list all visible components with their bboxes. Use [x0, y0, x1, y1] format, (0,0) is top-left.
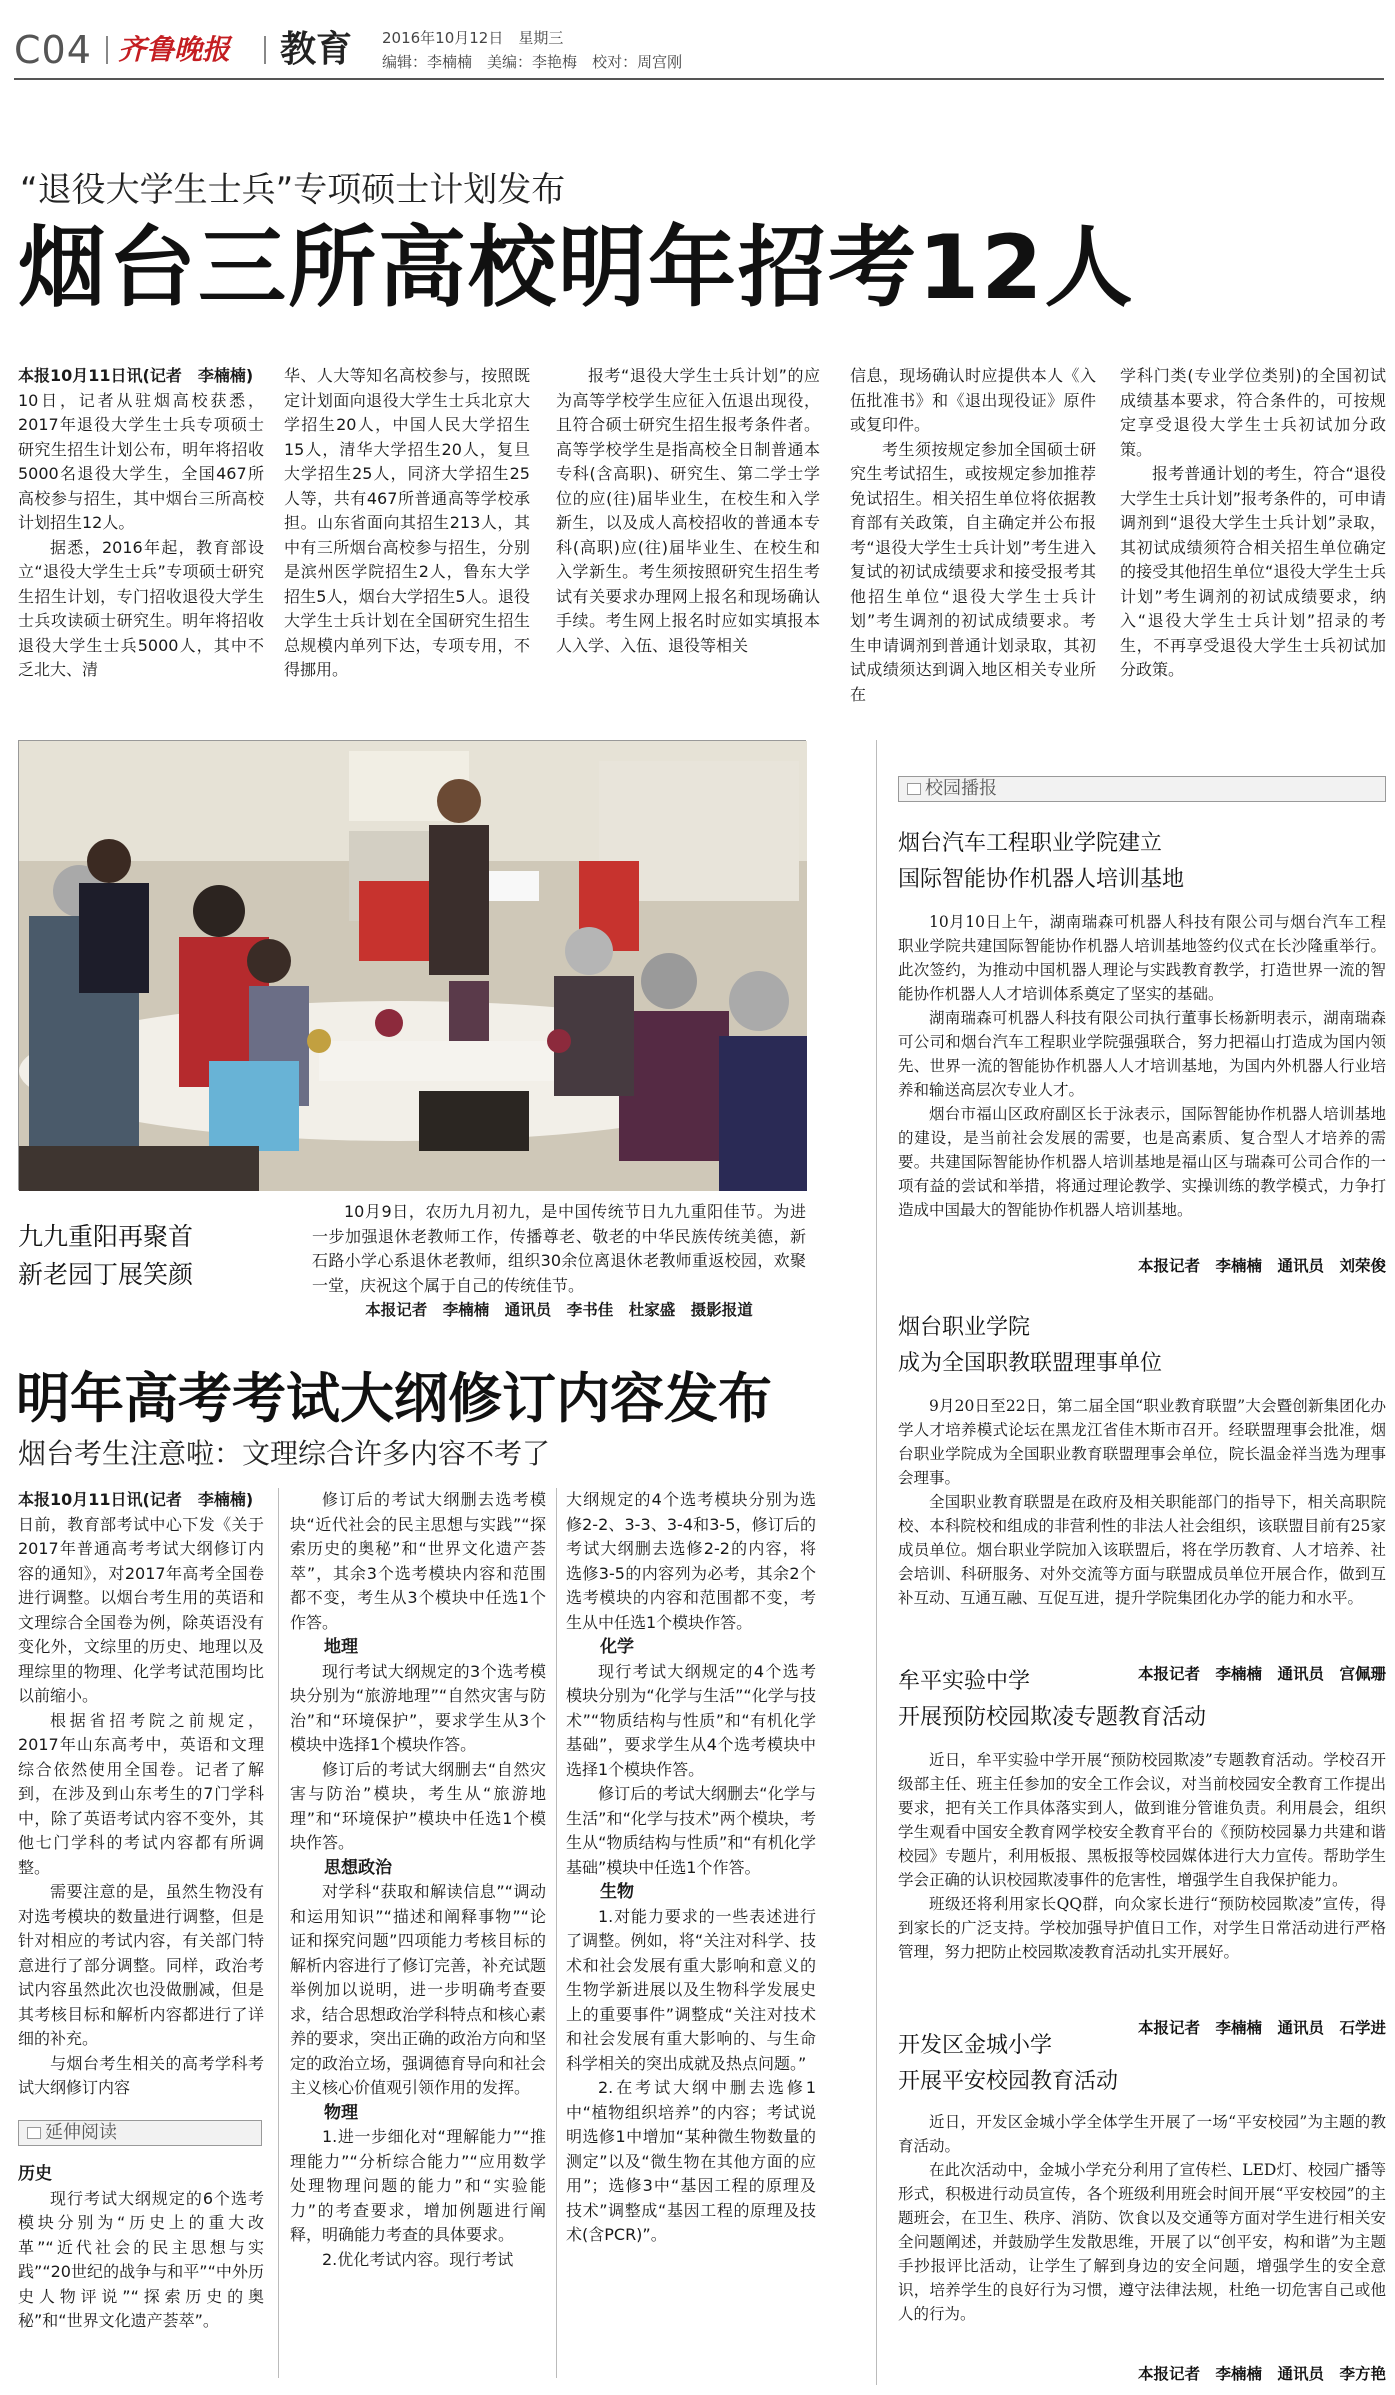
campus-item-body: 10月10日上午，湖南瑞森可机器人科技有限公司与烟台汽车工程职业学院共建国际智能协作机器人培训基地签约仪式在长沙隆重举行。此次签约，为推动中国机器人理论与实践教育教学，打造世界一流的智能协作机器人人才培训体系奠定了坚实的基础。 湖南瑞森可机器人科技有限公司执行董事长杨新明表示，湖南瑞森可公司和烟台汽车工程职业学院强强联合，努力把福山打造成为国内领先、世界一流的智能协作机器人人才培训基地，为国内外机器人行业培养和输送高层次专业人才。 烟台市福山区政府副区长于泳表示，国际智能协作机器人培训基地的建设，是当前社会发展的需要，也是高素质、复合型人才培养的需要。共建国际智能协作机器人培训基地是福山区与瑞森可公司合作的一项有益的尝试和举措，将通过理论教学、实操训练的教学模式，力争打造成中国最大的智能协作机器人培训基地。 [898, 913, 1386, 1219]
campus-item-title: 牟平实验中学 [898, 1669, 1031, 1694]
lead-column-1: 本报10月11日讯(记者 李楠楠) 10日，记者从驻烟高校获悉，2017年退役大学生士兵专项硕士研究生招生计划公布，明年将招收5000名退役大学生，全国467所高校参与招生，其中烟台三所高校计划招生12人。 据悉，2016年起，教育部设立“退役大学生士兵”专项硕士研究生招生计划，专门招收退役大学生士兵攻读硕士研究生。明年将招收退役大学生士兵5000人，其中不乏北大、清 [18, 366, 270, 679]
date-text: 2016年10月12日 [382, 29, 504, 47]
campus-item-byline: 本报记者 李楠楠 通讯员 刘荣俊 [1137, 1257, 1386, 1275]
campus-item-subtitle: 开展平安校园教育活动 [898, 2069, 1119, 2094]
campus-label-text: 校园播报 [925, 778, 997, 799]
campus-item-subtitle: 成为全国职教联盟理事单位 [898, 1351, 1163, 1376]
photo-caption-title [18, 1218, 318, 1294]
event-photo [18, 740, 806, 1190]
extended-reading-text: 延伸阅读 [45, 2122, 117, 2143]
gaokao-column-1: 本报10月11日讯(记者 李楠楠) 日前，教育部考试中心下发《关于2017年普通高考考试大纲修订内容的通知》，对2017年高考全国卷进行调整。以烟台考生用的英语和文理综合全国卷为例，除英语没有变化外，文综里的历史、地理以及理综里的物理、化学考试范围均比以前缩小。 根据省招考院之前规定，2017年山东高考中，英语和文理综合依然使用全国卷。记者了解到，在涉及到山东考生的7门学科中，除了英语考试内容不变外，其他七门学科的考试内容都有所调整。 需要注意的是，虽然生物没有对选考模块的数量进行调整，但是针对相应的考试内容，有关部门特意进行了部分调整。同样，政治考试内容虽然此次也没做删减，但是其考核目标和解析内容都进行了详细的补充。 与烟台考生相关的高考学科考试大纲修订内容 [18, 1490, 270, 2097]
paper-logo: 齐鲁晚报 [118, 33, 231, 66]
campus-item-title: 烟台职业学院 [898, 1315, 1031, 1340]
photo-caption-text [312, 1200, 806, 1326]
campus-label [898, 776, 1386, 802]
right-column-divider [876, 740, 877, 2385]
photo-caption-body: 10月9日，农历九月初九，是中国传统节日九九重阳佳节。为进一步加强退休老教师工作，传播尊老、敬老的中华民族传统美德，新石路小学心系退休老教师，组织30余位离退休老教师重返校园，欢聚一堂，庆祝这个属于自己的传统佳节。 [312, 1202, 806, 1295]
masthead-divider [264, 36, 266, 64]
lead-column-2: 华、人大等知名高校参与，按照既定计划面向退役大学生士兵北京大学招生20人，中国人民大学招生15人，清华大学招生20人，复旦大学招生25人，同济大学招生25人等，共有467所普通高等学校承担。山东省面向其招生213人，其中有三所烟台高校参与招生，分别是滨州医学院招生2人，鲁东大学招生5人，烟台大学招生5人。退役大学生士兵计划在全国研究生招生总规模内单列下达，专项专用，不得挪用。 [284, 366, 530, 679]
photo-image [19, 741, 807, 1191]
masthead-rule [14, 78, 1384, 80]
photo-caption-line-1: 九九重阳再聚首 [18, 1222, 194, 1251]
gaokao-subhead: 烟台考生注意啦：文理综合许多内容不考了 [18, 1437, 551, 1470]
campus-item-4 [898, 2028, 1386, 2384]
page-code: C04 [14, 28, 92, 72]
campus-item-subtitle: 开展预防校园欺凌专题教育活动 [898, 1705, 1207, 1730]
extended-reading-label [18, 2120, 262, 2146]
sidebar-text: 现行考试大纲规定的6个选考模块分别为“历史上的重大改革”“近代社会的民主思想与实践”“20世纪的战争与和平”“中外历史人物评说”“探索历史的奥秘”和“世界文化遗产荟萃”。 [18, 2188, 264, 2330]
photo-caption-line-2: 新老园丁展笑颜 [18, 1260, 194, 1289]
masthead-divider [106, 36, 108, 64]
lead-column-3: 报考“退役大学生士兵计划”的应为高等学校学生应征入伍退出现役，且符合硕士研究生招生报考条件者。高等学校学生是指高校全日制普通本专科(含高职)、研究生、第二学士学位的应(往)届毕业生，在校生和入学新生，以及成人高校招收的普通本专科(高职)应(往)届毕业生、在校生和入学新生。考生须按照研究生招生考试有关要求办理网上报名和现场确认手续。考生网上报名时应如实填报本人入学、入伍、退役等相关 [556, 366, 820, 655]
campus-item-byline: 本报记者 李楠楠 通讯员 宫佩珊 [1137, 1665, 1386, 1683]
campus-item-3 [898, 1664, 1386, 2038]
campus-item-body: 9月20日至22日，第二届全国“职业教育联盟”大会暨创新集团化办学人才培养模式论坛在黑龙江省佳木斯市召开。经联盟理事会批准，烟台职业学院成为全国职业教育联盟理事会单位，院长温金祥当选为理事会理事。 全国职业教育联盟是在政府及相关职能部门的指导下，相关高职院校、本科院校和组成的非营利性的非法人社会组织，该联盟目前有25家成员单位。烟台职业学院加入该联盟后，将在学历教育、人才培养、社会培训、科研服务、对外交流等方面与联盟成员单位开展合作，做到互补互动、互通互融、互促互进，提升学院集团化办学的能力和水平。 [898, 1397, 1386, 1607]
campus-item-title: 烟台汽车工程职业学院建立 [898, 831, 1163, 856]
lead-kicker: “退役大学生士兵”专项硕士计划发布 [20, 170, 566, 210]
campus-item-2 [898, 1310, 1386, 1684]
extended-reading-body [18, 2162, 264, 2382]
sidebar-heading: 历史 [18, 2164, 52, 2184]
lead-column-5: 学科门类(专业学位类别)的全国初试成绩基本要求，符合条件的，可按规定享受退役大学生士兵初试加分政策。 报考普通计划的考生，符合“退役大学生士兵计划”报考条件的，可申请调剂到“退役大学生士兵计划”录取，其初试成绩须符合相关招生单位确定的接受其他招生单位“退役大学生士兵计划”考生调剂的初试成绩要求，纳入“退役大学生士兵计划”招录的考生，不再享受退役大学生士兵初试加分政策。 [1120, 366, 1386, 679]
section-title: 教育 [280, 29, 353, 70]
gaokao-headline: 明年高考考试大纲修订内容发布 [16, 1367, 772, 1430]
masthead [14, 12, 1384, 72]
editor-text: 编辑：李楠楠 [382, 53, 473, 71]
proofreader-text: 校对：周宫刚 [592, 53, 683, 71]
campus-item-body: 近日，开发区金城小学全体学生开展了一场“平安校园”为主题的教育活动。 在此次活动中，金城小学充分利用了宣传栏、LED灯、校园广播等形式，积极进行动员宣传，各个班级利用班会时间开展“平安校园”的主题班会，在卫生、秩序、消防、饮食以及交通等方面对学生进行相关安全问题阐述，并鼓励学生发散思维，开展了以“创平安，构和谐”为主题手抄报评比活动，让学生了解到身边的安全问题，增强学生的安全意识，培养学生的良好行为习惯，遵守法律法规，杜绝一切危害自己或他人的行为。 [898, 2113, 1386, 2323]
lead-headline: 烟台三所高校明年招考12人 [18, 216, 1135, 319]
lead-column-4: 信息，现场确认时应提供本人《入伍批准书》和《退出现役证》原件或复印件。 考生须按规定参加全国硕士研究生考试招生，或按规定参加推荐免试招生。相关招生单位将依据教育部有关政策，自主确定并公布报考“退役大学生士兵计划”考生进入复试的初试成绩要求和接受报考其他招生单位“退役大学生士兵计划”考生调剂的初试成绩要求。考生申请调剂到普通计划录取，其初试成绩须达到调入地区相关专业所在 [850, 366, 1096, 704]
gaokao-column-2: 修订后的考试大纲删去选考模块“近代社会的民主思想与实践”“探索历史的奥秘”和“世界文化遗产荟萃”，其余3个选考模块内容和范围都不变，考生从3个模块中任选1个作答。 地理 现行考试大纲规定的3个选考模块分别为“旅游地理”“自然灾害与防治”和“环境保护”，要求学生从3个模块中选择1个模块作答。 修订后的考试大纲删去“自然灾害与防治”模块，考生从“旅游地理”和“环境保护”模块中任选1个模块作答。 思想政治 对学科“获取和解读信息”“调动和运用知识”“描述和阐释事物”“论证和探究问题”四项能力考核目标的解析内容进行了修订完善，补充试题举例加以说明，进一步明确考查要求，结合思想政治学科特点和核心素养的要求，突出正确的政治方向和坚定的政治立场，强调德育导向和社会主义核心价值观引领作用的发挥。 物理 1.进一步细化对“理解能力”“推理能力”“分析综合能力”“应用数学处理物理问题的能力”和“实验能力”的考查要求，增加例题进行阐释，明确能力考查的具体要求。 2.优化考试内容。现行考试 [290, 1490, 547, 2269]
box-icon [27, 2127, 41, 2139]
weekday-text: 星期三 [518, 29, 564, 47]
gaokao-divider [556, 1488, 557, 2378]
campus-item-byline: 本报记者 李楠楠 通讯员 李方艳 [1137, 2365, 1386, 2383]
masthead-date [382, 28, 563, 48]
campus-item-title: 开发区金城小学 [898, 2033, 1053, 2058]
masthead-staff [382, 52, 682, 72]
campus-item-1 [898, 826, 1386, 1276]
campus-item-subtitle: 国际智能协作机器人培训基地 [898, 867, 1185, 892]
gaokao-divider [278, 1488, 279, 2378]
gaokao-column-3: 大纲规定的4个选考模块分别为选修2-2、3-3、3-4和3-5，修订后的考试大纲删去选修2-2的内容，将选修3-5的内容列为必考，其余2个选考模块的内容和范围都不变，考生从中任选1个模块作答。 化学 现行考试大纲规定的4个选考模块分别为“化学与生活”“化学与技术”“物质结构与性质”和“有机化学基础”，要求学生从4个选考模块中选择1个模块作答。 修订后的考试大纲删去“化学与生活”和“化学与技术”两个模块，考生从“物质结构与性质”和“有机化学基础”模块中任选1个作答。 生物 1.对能力要求的一些表述进行了调整。例如，将“关注对科学、技术和社会发展有重大影响和意义的生物学新进展以及生物科学发展史上的重要事件”调整成“关注对技术和社会发展有重大影响的、与生命科学相关的突出成就及热点问题。” 2.在考试大纲中删去选修1中“植物组织培养”的内容；考试说明选修1中增加“某种微生物数量的测定”以及“微生物在其他方面的应用”；选修3中“基因工程的原理及技术”调整成“基因工程的原理及技术(含PCR)”。 [566, 1490, 816, 2244]
box-icon [907, 783, 921, 795]
art-editor-text: 美编：李艳梅 [487, 53, 578, 71]
photo-credit: 本报记者 李楠楠 通讯员 李书佳 杜家盛 摄影报道 [365, 1301, 753, 1319]
campus-item-body: 近日，牟平实验中学开展“预防校园欺凌”专题教育活动。学校召开级部主任、班主任参加的安全工作会议，对当前校园安全教育工作提出要求，把有关工作具体落实到人，做到谁分管谁负责。利用晨会，组织学生观看中国安全教育网学校安全教育平台的《预防校园暴力共建和谐校园》专题片，利用板报、黑板报等校园媒体进行大力宣传。帮助学生学会正确的认识校园欺凌事件的危害性，增强学生自我保护能力。 班级还将利用家长QQ群，向众家长进行“预防校园欺凌”宣传，得到家长的广泛支持。学校加强导护值日工作，对学生日常活动进行严格管理，努力把防止校园欺凌教育活动扎实开展好。 [898, 1751, 1386, 1961]
campus-item-byline: 本报记者 李楠楠 通讯员 石学进 [1137, 2019, 1386, 2037]
